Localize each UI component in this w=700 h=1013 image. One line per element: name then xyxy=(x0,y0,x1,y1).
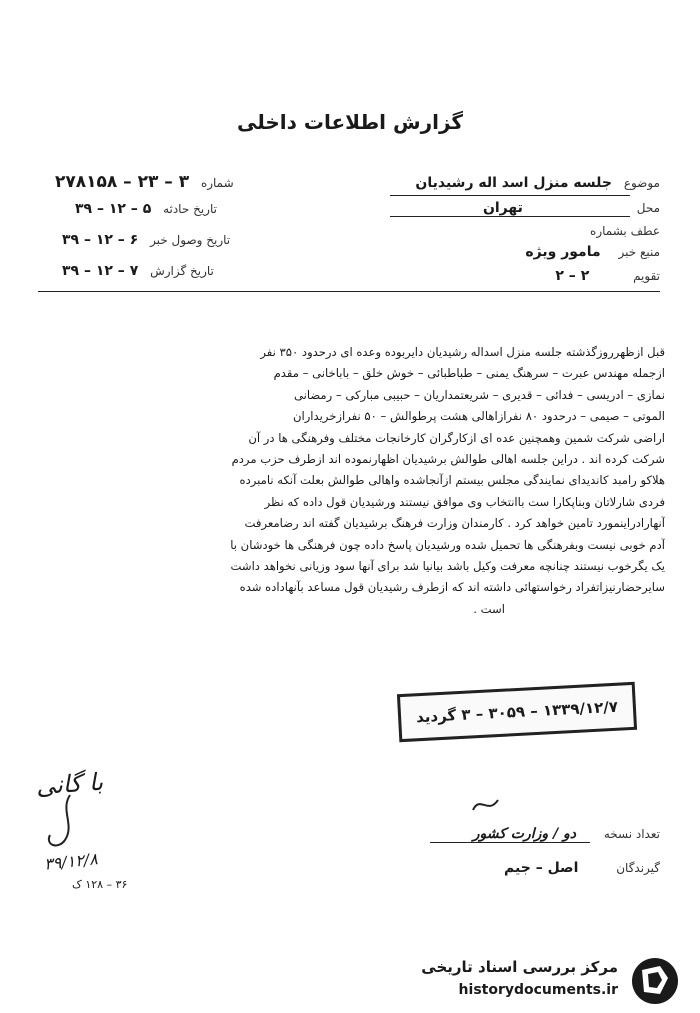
event-date-label: تاریخ حادثه xyxy=(163,202,217,216)
body-line: شرکت کرده اند . دراین جلسه اهالی طوالش برشیدیان اظهارنموده اند ازطرف حزب مردم xyxy=(231,452,665,467)
report-title: گزارش اطلاعات داخلی xyxy=(236,110,464,134)
report-date-value: ۷ – ۱۲ – ۳۹ xyxy=(62,263,139,279)
attach-row xyxy=(590,224,660,238)
receive-date-row xyxy=(62,232,230,248)
body-line: است . xyxy=(473,601,505,616)
place-underline xyxy=(390,216,630,217)
recipients-value: اصل – جیم xyxy=(504,860,579,876)
report-date-row xyxy=(62,263,214,279)
initials-mark-icon xyxy=(468,790,508,820)
attach-label: عطف بشماره xyxy=(590,224,660,238)
source-row xyxy=(525,244,660,260)
body-line: ازجمله مهندس عبرت – سرهنگ یمنی – طباطبائی – خوش خلق – باباخانی – مقدم xyxy=(273,366,665,381)
number-value: ۳ – ۲۳ – ۲۷۸۱۵۸ xyxy=(55,172,190,192)
archive-signature: با گانی xyxy=(35,767,104,801)
body-line: هلاکو رامبد کاندیدای نمایندگی مجلس بیستم ازآنجاشده واهالی طوالش بعلت آنکه نامبرده xyxy=(239,473,665,488)
copies-value: دو / وزارت کشور xyxy=(472,826,577,842)
copies-row xyxy=(473,826,660,842)
logo-url: historydocuments.ir xyxy=(458,982,618,998)
body-line: قبل ازظهرروزگذشته جلسه منزل اسداله رشیدیان دایربوده وعده ای درحدود ۳۵۰ نفر xyxy=(260,345,665,359)
archive-logo xyxy=(410,950,690,1010)
source-label: منبع خبر xyxy=(618,245,660,259)
place-label: محل xyxy=(636,201,660,215)
body-line: آنهارادراینمورد تامین خواهد کرد . کارمندان وزارت فرهنگ برشیدیان گفته اند رضامعرفت xyxy=(244,516,665,531)
number-row xyxy=(55,172,234,192)
event-date-value: ۵ – ۱۲ – ۳۹ xyxy=(75,201,152,217)
subject-underline xyxy=(390,195,630,196)
subject-label: موضوع xyxy=(623,176,660,190)
report-date-label: تاریخ گزارش xyxy=(150,264,214,278)
event-date-row xyxy=(75,201,217,217)
body-line: الموتی – صیمی – درحدود ۸۰ نفرازاهالی هشت پرطوالش – ۵۰ نفرازخریداران xyxy=(292,409,665,424)
signature-date: ۳۹/۱۲/۸ xyxy=(43,849,99,874)
body-line: سایرحضارنیزاتفراد رخواستهائی داشته اند که ازطرف رشیدیان قول مساعد بآنهاداده شده xyxy=(239,580,665,595)
body-line: آدم خوبی نیست وبفرهنگی ها تحمیل شده ورشیدیان پاسخ داده چون فرهنگی ها خودشان با xyxy=(230,537,665,552)
subject-value: جلسه منزل اسد اله رشیدیان xyxy=(415,175,612,191)
source-value: مامور ویژه xyxy=(525,244,601,260)
archive-emblem-icon xyxy=(630,956,680,1006)
receive-date-label: تاریخ وصول خبر xyxy=(150,233,231,247)
body-line: فردی شارلاتان وبناپکارا ست باانتخاب وی موافق نیستند ورشیدیان قول داده که نظر xyxy=(264,494,665,509)
form-code: ۳۶ – ۱۲۸ ک xyxy=(72,878,128,891)
copies-label: تعداد نسخه xyxy=(603,827,660,841)
rating-row xyxy=(555,268,660,284)
body-line: نمازی – ادریسی – فدائی – قدیری – شریعتمداریان – حبیبی مبارکی – رمضانی xyxy=(293,387,665,402)
number-label: شماره xyxy=(200,176,234,190)
logo-name: مرکز بررسی اسناد تاریخی xyxy=(421,958,618,976)
subject-row xyxy=(415,175,660,191)
body-line: اراضی شرکت شمین وهمچنین عده ای ازکارگران کارخانجات مختلف وفرهنگی ها در آن xyxy=(248,430,665,445)
place-value: تهران xyxy=(482,200,523,216)
recipients-row xyxy=(504,860,660,876)
copies-underline xyxy=(430,842,590,843)
rating-label: تقویم xyxy=(633,269,660,283)
recipients-label: گیرندگان xyxy=(616,861,660,875)
header-divider xyxy=(38,291,660,292)
handwritten-scribble-icon xyxy=(30,790,90,860)
receive-date-value: ۶ – ۱۲ – ۳۹ xyxy=(62,232,139,248)
rating-value: ۲ – ۲ xyxy=(555,268,590,284)
place-row xyxy=(483,200,660,216)
report-body xyxy=(45,342,665,620)
body-line: یک یگرخوب نیستند چنانچه معرفت وکیل باشد بیانیا شد برای آنها سود وزیانی نخواهد داشت xyxy=(230,559,665,574)
registration-stamp: ۱۳۳۹/۱۲/۷ – ۳۰۵۹ – ۳ گردید xyxy=(397,682,637,742)
